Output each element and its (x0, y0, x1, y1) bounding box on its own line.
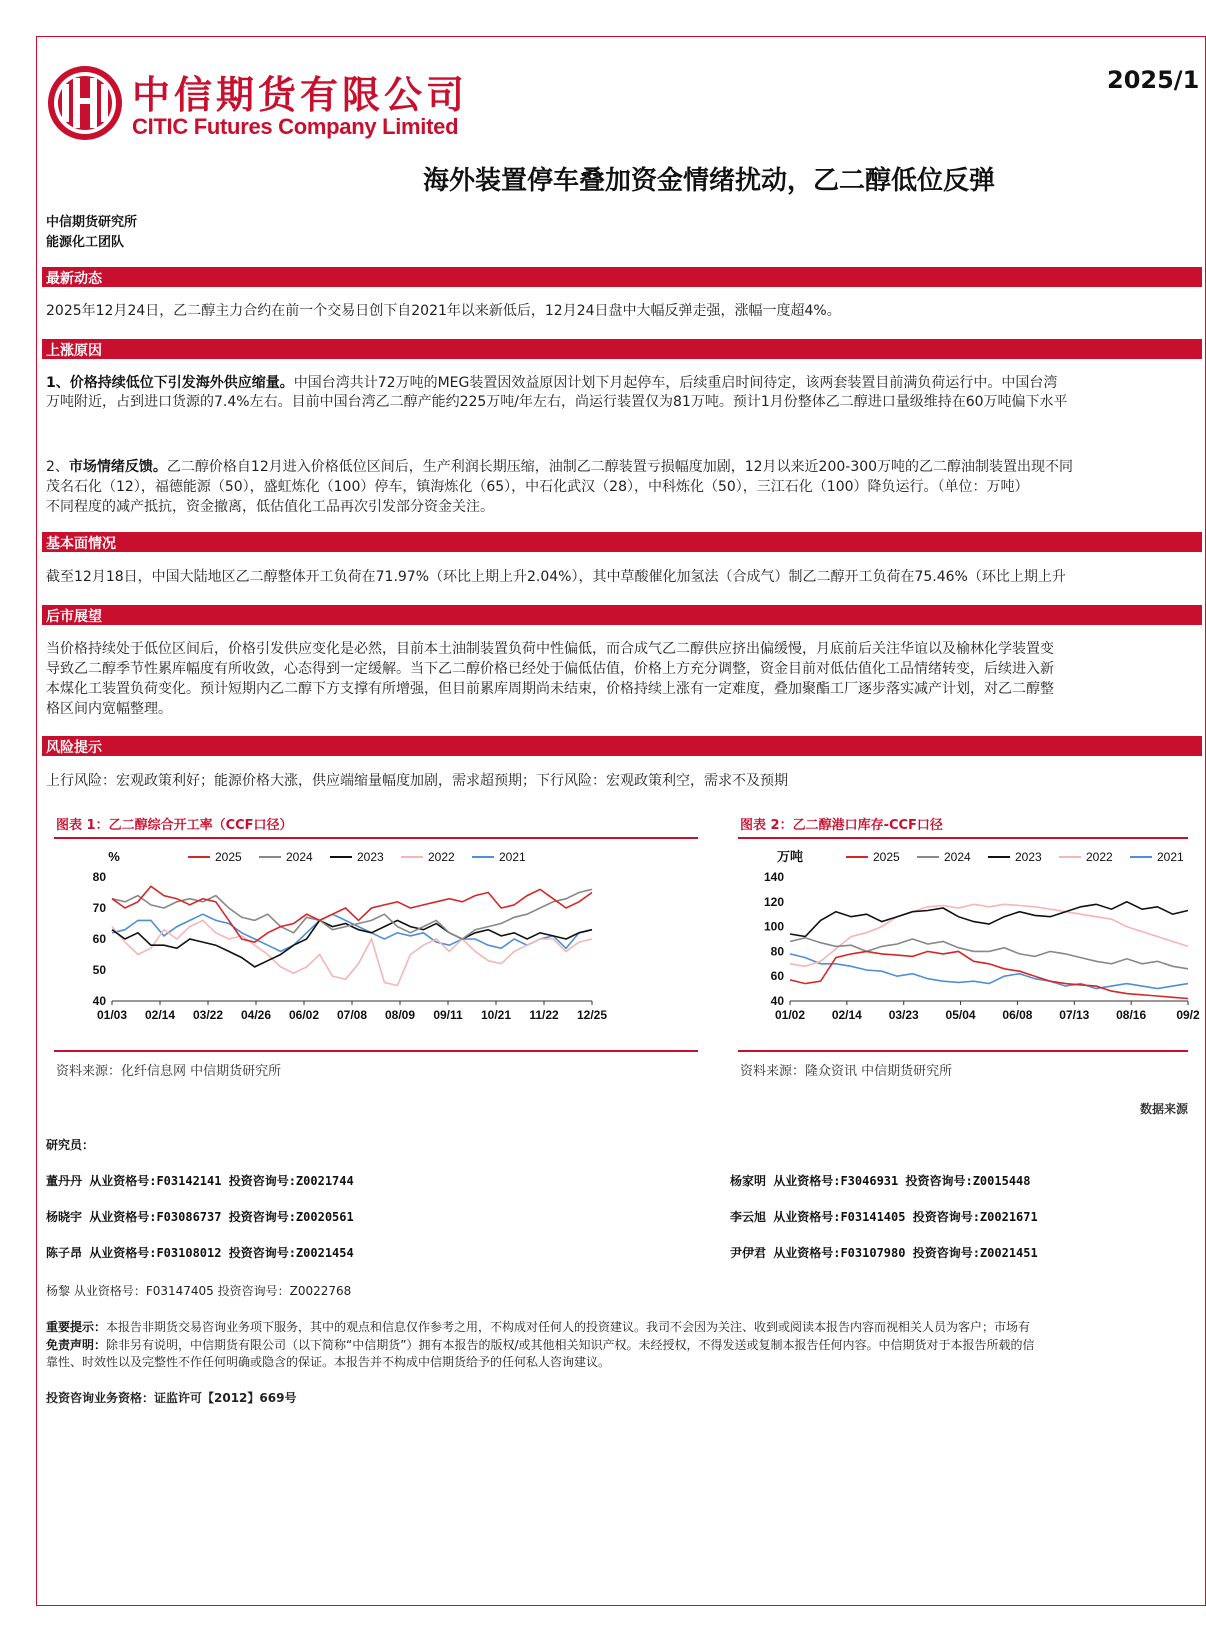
x-tick-label: 02/14 (831, 1008, 862, 1022)
chart2-bottom-rule (738, 1050, 1188, 1052)
outlook-line2: 导致乙二醇季节性累库幅度有所收敛，心态得到一定缓解。当下乙二醇价格已经处于偏低估值，价格上方充分调整，资金目前对低估值化工品情绪转变，后续进入新 (46, 661, 1054, 677)
risk-text: 上行风险：宏观政策利好；能源价格大涨，供应端缩量幅度加剧，需求超预期；下行风险：宏观政策利空，需求不及预期 (46, 773, 788, 789)
x-tick-label: 02/14 (144, 1008, 176, 1022)
outlook-line4: 格区间内宽幅整理。 (46, 701, 172, 717)
legend-label: 2025 (215, 850, 242, 864)
chart2-plot-group (764, 849, 1200, 1022)
legend-label: 2023 (357, 850, 384, 864)
legend-label: 2021 (1157, 850, 1184, 864)
outlook-line1: 当价格持续处于低位区间后，价格引发供应变化是必然，目前本土油制装置负荷中性偏低，而合成气乙二醇供应挤出偏缓慢，月底前后关注华谊以及榆林化学装置变 (46, 641, 1054, 657)
qualification: 投资咨询业务资格：证监许可【2012】669号 (46, 1391, 297, 1405)
reason2-bold: 市场情绪反馈。 (68, 459, 167, 475)
researcher-left-0: 董丹丹 从业资格号:F03142141 投资咨询号:Z0021744 (46, 1174, 354, 1188)
researcher-left-1: 杨晓宇 从业资格号:F03086737 投资咨询号:Z0020561 (46, 1210, 354, 1224)
reason1-line2: 万吨附近，占到进口货源的7.4%左右。目前中国台湾乙二醇产能约225万吨/年左右，尚运行装置仅为81万吨。预计1月份整体乙二醇进口量级维持在60万吨偏下水平 (46, 394, 1068, 410)
company-name-en: CITIC Futures Company Limited (132, 114, 459, 139)
legend-label: 2022 (1086, 850, 1113, 864)
y-tick-label: 60 (92, 932, 106, 946)
x-tick-label: 07/13 (1059, 1008, 1090, 1022)
x-tick-label: 10/21 (480, 1008, 512, 1022)
org-team: 能源化工团队 (46, 235, 125, 250)
fundamentals-text: 截至12月18日，中国大陆地区乙二醇整体开工负荷在71.97%（环比上期上升2.04%），其中草酸催化加氢法（合成气）制乙二醇开工负荷在75.46%（环比上期上升 (46, 569, 1066, 585)
chart1-operating-rate (54, 845, 698, 1045)
chart2-source: 资料来源：隆众资讯 中信期货研究所 (740, 1064, 953, 1079)
y-tick-label: 60 (770, 969, 784, 984)
y-tick-label: 40 (770, 994, 784, 1008)
reason1-text: 中国台湾共计72万吨的MEG装置因效益原因计划下月起停车，后续重启时间待定，该两套装置目前满负荷运行中。中国台湾 (293, 375, 1058, 391)
series-line-2022 (790, 904, 1188, 966)
citic-logo-icon (46, 64, 124, 142)
section-header-reasons (42, 339, 1202, 359)
x-tick-label: 06/08 (1002, 1008, 1033, 1022)
y-tick-label: 100 (763, 919, 784, 934)
section-header-outlook (42, 605, 1202, 625)
reason2-line2: 茂名石化（12），福德能源（50），盛虹炼化（100）停车，镇海炼化（65），中石化武汉（28），中科炼化（50），三江石化（100）降负运行。（单位：万吨） (46, 479, 1029, 495)
y-tick-label: 80 (92, 870, 106, 884)
chart1-source: 资料来源：化纤信息网 中信期货研究所 (56, 1064, 282, 1079)
legend-label: 2025 (873, 850, 900, 864)
section-header-risk (42, 736, 1202, 756)
disclaimer-text: 除非另有说明，中信期货有限公司（以下简称“中信期货”）拥有本报告的版权/或其他相关知识产权。未经授权，不得发送或复制本报告任何内容。中信期货对于本报告所载的信 (106, 1338, 1035, 1352)
chart1-title: 图表 1：乙二醇综合开工率（CCF口径） (56, 818, 293, 833)
section-title: 风险提示 (46, 740, 102, 756)
outlook-line3: 本煤化工装置负荷变化。预计短期内乙二醇下方支撑有所增强，但目前累库周期尚未结束，价格持续上涨有一定难度，叠加聚酯工厂逐步落实减产计划，对乙二醇整 (46, 681, 1054, 697)
researcher-right-2: 尹伊君 从业资格号:F03107980 投资咨询号:Z0021451 (730, 1246, 1038, 1260)
section-header-fundamentals (42, 532, 1202, 552)
y-unit-label: % (108, 849, 120, 864)
x-tick-label: 01/03 (96, 1008, 128, 1022)
important-label: 重要提示： (46, 1320, 107, 1334)
x-tick-label: 08/16 (1116, 1008, 1147, 1022)
chart1-top-rule (54, 837, 698, 839)
x-tick-label: 03/22 (192, 1008, 224, 1022)
report-title: 海外装置停车叠加资金情绪扰动，乙二醇低位反弹 (422, 166, 995, 196)
latest-text: 2025年12月24日，乙二醇主力合约在前一个交易日创下自2021年以来新低后，12月24日盘中大幅反弹走强，涨幅一度超4%。 (46, 303, 841, 319)
series-line-2023 (112, 920, 592, 967)
reason2-text: 乙二醇价格自12月进入价格低位区间后，生产利润长期压缩，油制乙二醇装置亏损幅度加剧，12月以来近200-300万吨的乙二醇油制装置出现不同 (166, 459, 1074, 475)
reason2-line1 (46, 458, 1196, 477)
important-text: 本报告非期货交易咨询业务项下服务，其中的观点和信息仅作参考之用，不构成对任何人的投资建议。我司不会因为关注、收到或阅读本报告内容而视相关人员为客户；市场有 (106, 1320, 1031, 1334)
report-date: 2025/1 (1107, 66, 1200, 94)
researcher-right-1: 李云旭 从业资格号:F03141405 投资咨询号:Z0021671 (730, 1210, 1038, 1224)
legend-label: 2023 (1015, 850, 1042, 864)
disclaimer-line1 (46, 1336, 1035, 1353)
legend-label: 2021 (499, 850, 526, 864)
org-institute: 中信期货研究所 (46, 215, 138, 230)
company-name-cn: 中信期货有限公司 (132, 72, 469, 117)
x-tick-label: 07/08 (336, 1008, 368, 1022)
x-tick-label: 09/2 (1176, 1008, 1200, 1022)
x-tick-label: 03/23 (888, 1008, 919, 1022)
legend-label: 2024 (944, 850, 971, 864)
y-tick-label: 120 (763, 894, 784, 909)
section-title: 最新动态 (46, 271, 102, 287)
chart2-title: 图表 2：乙二醇港口库存-CCF口径 (740, 818, 943, 833)
section-header-latest (42, 267, 1202, 287)
y-tick-label: 80 (770, 944, 784, 959)
reason1-line1 (46, 374, 1196, 393)
researcher-left-2: 陈子昂 从业资格号:F03108012 投资咨询号:Z0021454 (46, 1246, 354, 1260)
chart1-bottom-rule (54, 1050, 698, 1052)
researcher-right-0: 杨家明 从业资格号:F3046931 投资咨询号:Z0015448 (730, 1174, 1031, 1188)
chart2-top-rule (738, 837, 1188, 839)
reason2-line3: 不同程度的减产抵抗，资金撤离，低估值化工品再次引发部分资金关注。 (46, 499, 494, 515)
reason2-prefix: 2、 (46, 459, 69, 475)
section-title: 基本面情况 (46, 536, 116, 552)
y-tick-label: 140 (763, 870, 784, 884)
y-tick-label: 50 (92, 963, 106, 977)
x-tick-label: 12/25 (576, 1008, 608, 1022)
y-tick-label: 70 (92, 901, 106, 915)
x-tick-label: 05/04 (945, 1008, 976, 1022)
legend-label: 2022 (428, 850, 455, 864)
series-line-2022 (112, 920, 592, 985)
disclaimer-line2: 靠性、时效性以及完整性不作任何明确或隐含的保证。本报告并不构成中信期货给予的任何私人咨询建议。 (46, 1355, 611, 1369)
y-unit-label: 万吨 (776, 849, 804, 864)
x-tick-label: 04/26 (240, 1008, 272, 1022)
section-title: 上涨原因 (46, 343, 102, 359)
reason1-bold: 1、价格持续低位下引发海外供应缩量。 (46, 375, 294, 391)
chart2-port-inventory (738, 845, 1200, 1045)
x-tick-label: 08/09 (384, 1008, 416, 1022)
disclaimer-label: 免责声明： (46, 1338, 107, 1352)
researcher-extra: 杨黎 从业资格号：F03147405 投资咨询号：Z0022768 (46, 1284, 352, 1298)
x-tick-label: 11/22 (529, 1008, 559, 1022)
y-tick-label: 40 (92, 994, 106, 1008)
x-tick-label: 09/11 (433, 1008, 463, 1022)
series-line-2025 (112, 886, 592, 942)
chart1-plot-group (93, 849, 608, 1022)
x-tick-label: 01/02 (774, 1008, 806, 1022)
legend-label: 2024 (286, 850, 313, 864)
section-title: 后市展望 (46, 609, 102, 625)
important-note (46, 1318, 1030, 1335)
x-tick-label: 06/02 (288, 1008, 320, 1022)
researchers-heading: 研究员： (46, 1138, 95, 1152)
data-source-note: 数据来源 (1140, 1102, 1189, 1116)
